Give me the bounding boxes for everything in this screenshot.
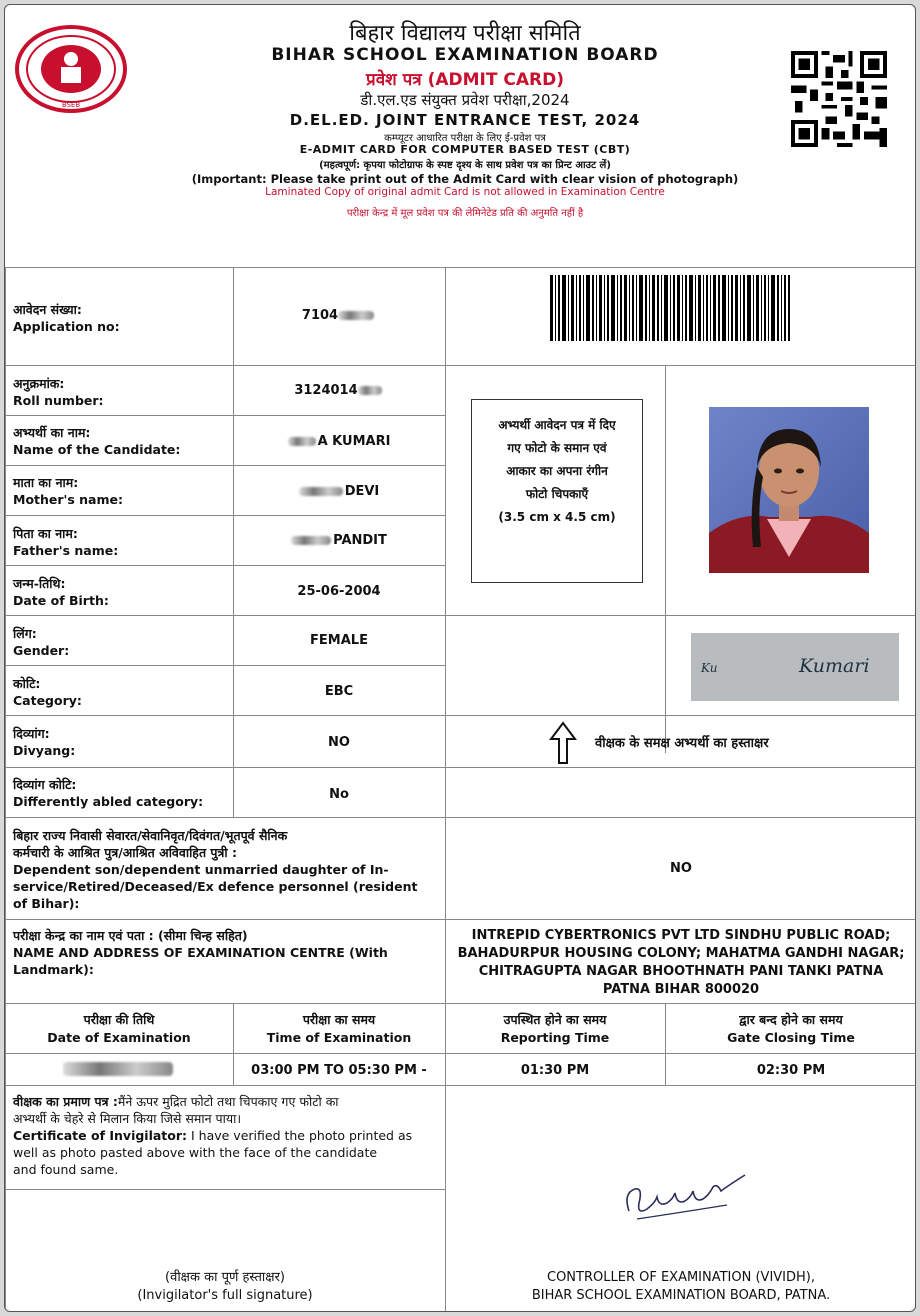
differently-abled-label: दिव्यांग कोटि: Differently abled category: bbox=[13, 777, 204, 809]
board-title-english: BIHAR SCHOOL EXAMINATION BOARD bbox=[271, 45, 659, 65]
gender-value: FEMALE bbox=[310, 633, 368, 648]
up-arrow-icon bbox=[549, 721, 577, 765]
header bbox=[5, 5, 916, 243]
category-value: EBC bbox=[324, 684, 354, 699]
cbt-english: E-ADMIT CARD FOR COMPUTER BASED TEST (CBT) bbox=[299, 143, 631, 156]
important-english: (Important: Please take print out of the Admit Card with clear vision of photograph) bbox=[191, 172, 739, 186]
mother-name-value: DEVI bbox=[233, 484, 445, 499]
candidate-signature-caption: वीक्षक के समक्ष अभ्यर्थी का हस्ताक्षर bbox=[595, 736, 769, 751]
gender-label: लिंग: Gender: bbox=[13, 626, 70, 658]
exam-time-value: 03:00 PM TO 05:30 PM - bbox=[251, 1063, 427, 1078]
father-name-label: पिता का नाम: Father's name: bbox=[13, 526, 119, 558]
centre-label: परीक्षा केन्द्र का नाम एवं पता : (सीमा चिन्ह सहित) NAME AND ADDRESS OF EXAMINATION CENTRE (With Landmark): bbox=[13, 928, 388, 977]
differently-abled-value: No bbox=[329, 787, 349, 802]
divyang-value: NO bbox=[328, 735, 350, 750]
divyang-label: दिव्यांग: Divyang: bbox=[13, 726, 76, 758]
exam-date-header: परीक्षा की तिथि Date of Examination bbox=[47, 1012, 191, 1045]
laminated-note-english: Laminated Copy of original admit Card is not allowed in Examination Centre bbox=[265, 186, 665, 198]
admit-card-title: प्रवेश पत्र (ADMIT CARD) bbox=[366, 70, 564, 90]
dependent-value: NO bbox=[670, 861, 692, 876]
candidate-signature: Ku Kumari bbox=[691, 633, 899, 701]
mother-name-label: माता का नाम: Mother's name: bbox=[13, 475, 123, 507]
invigilator-signature-caption: (वीक्षक का पूर्ण हस्ताक्षर) (Invigilator's full signature) bbox=[137, 1270, 313, 1303]
cbt-hindi: कम्प्यूटर आधारित परीक्षा के लिए ई-प्रवेश पत्र bbox=[384, 133, 546, 144]
gate-closing-header: द्वार बन्द होने का समय Gate Closing Time bbox=[727, 1012, 855, 1045]
dob-value: 25-06-2004 bbox=[297, 584, 381, 599]
application-label: आवेदन संख्या: Application no: bbox=[13, 302, 120, 334]
reporting-time-header: उपस्थित होने का समय Reporting Time bbox=[500, 1012, 610, 1045]
important-hindi: (महत्वपूर्ण: कृपया फोटोग्राफ के स्पष्ट दृश्य के साथ प्रवेश पत्र का प्रिन्ट आउट लें) bbox=[319, 160, 611, 171]
roll-value: 3124014 bbox=[233, 383, 445, 398]
candidate-name-label: अभ्यर्थी का नाम: Name of the Candidate: bbox=[13, 425, 181, 457]
gate-closing-value: 02:30 PM bbox=[756, 1063, 826, 1078]
candidate-photo bbox=[709, 407, 869, 573]
dependent-label: बिहार राज्य निवासी सेवारत/सेवानिवृत/दिवंगत/भूतपूर्व सैनिक कर्मचारी के आश्रित पुत्र/आश्रित अविवाहित पुत्री : Dependent son/dependent unmarried daughter of In- service/Retired/Deceased/Ex defence personnel (resident of Bihar): bbox=[13, 828, 418, 911]
qr-code-icon bbox=[791, 39, 887, 159]
svg-text:BSEB: BSEB bbox=[61, 101, 81, 109]
barcode-icon bbox=[550, 275, 790, 341]
dob-label: जन्म-तिथि: Date of Birth: bbox=[13, 576, 109, 608]
exam-date-value bbox=[5, 1061, 233, 1076]
controller-caption: CONTROLLER OF EXAMINATION (VIVIDH), BIHAR SCHOOL EXAMINATION BOARD, PATNA. bbox=[531, 1270, 831, 1303]
invigilator-certificate: वीक्षक का प्रमाण पत्र :मैंने ऊपर मुद्रित फोटो तथा चिपकाए गए फोटो का अभ्यर्थी के चेहरे से मिलान किया जिसे समान पाया। Certificate of Invigilator: I have verified the photo printed as well as photo pasted above with the face of the candidate and found same. bbox=[13, 1094, 413, 1177]
centre-address: INTREPID CYBERTRONICS PVT LTD SINDHU PUBLIC ROAD; BAHADURPUR HOUSING COLONY; MAHATMA GANDHI NAGAR; CHITRAGUPTA NAGAR BHOOTHNATH PANI TANKI PATNA PATNA BIHAR 800020 bbox=[457, 928, 905, 997]
category-label: कोटि: Category: bbox=[13, 676, 82, 708]
roll-label: अनुक्रमांक: Roll number: bbox=[13, 376, 104, 408]
candidate-name-value: A KUMARI bbox=[233, 434, 445, 449]
admit-card bbox=[4, 4, 916, 1312]
reporting-time-value: 01:30 PM bbox=[520, 1063, 590, 1078]
exam-title-hindi: डी.एल.एड संयुक्त प्रवेश परीक्षा,2024 bbox=[360, 91, 570, 109]
application-value: 7104 bbox=[233, 308, 445, 323]
controller-signature bbox=[617, 1163, 757, 1233]
exam-time-header: परीक्षा का समय Time of Examination bbox=[266, 1012, 412, 1045]
father-name-value: PANDIT bbox=[233, 533, 445, 548]
laminated-note-hindi: परीक्षा केन्द्र में मूल प्रवेश पत्र की लेमिनेटेड प्रति की अनुमति नहीं है bbox=[346, 208, 584, 219]
board-title-hindi: बिहार विद्यालय परीक्षा समिति bbox=[349, 21, 581, 46]
photo-paste-instruction: अभ्यर्थी आवेदन पत्र में दिए गए फोटो के समान एवं आकार का अपना रंगीन फोटो चिपकाएँ (3.5 cm x 4.5 cm) bbox=[471, 399, 643, 583]
exam-title-english: D.EL.ED. JOINT ENTRANCE TEST, 2024 bbox=[289, 111, 641, 129]
